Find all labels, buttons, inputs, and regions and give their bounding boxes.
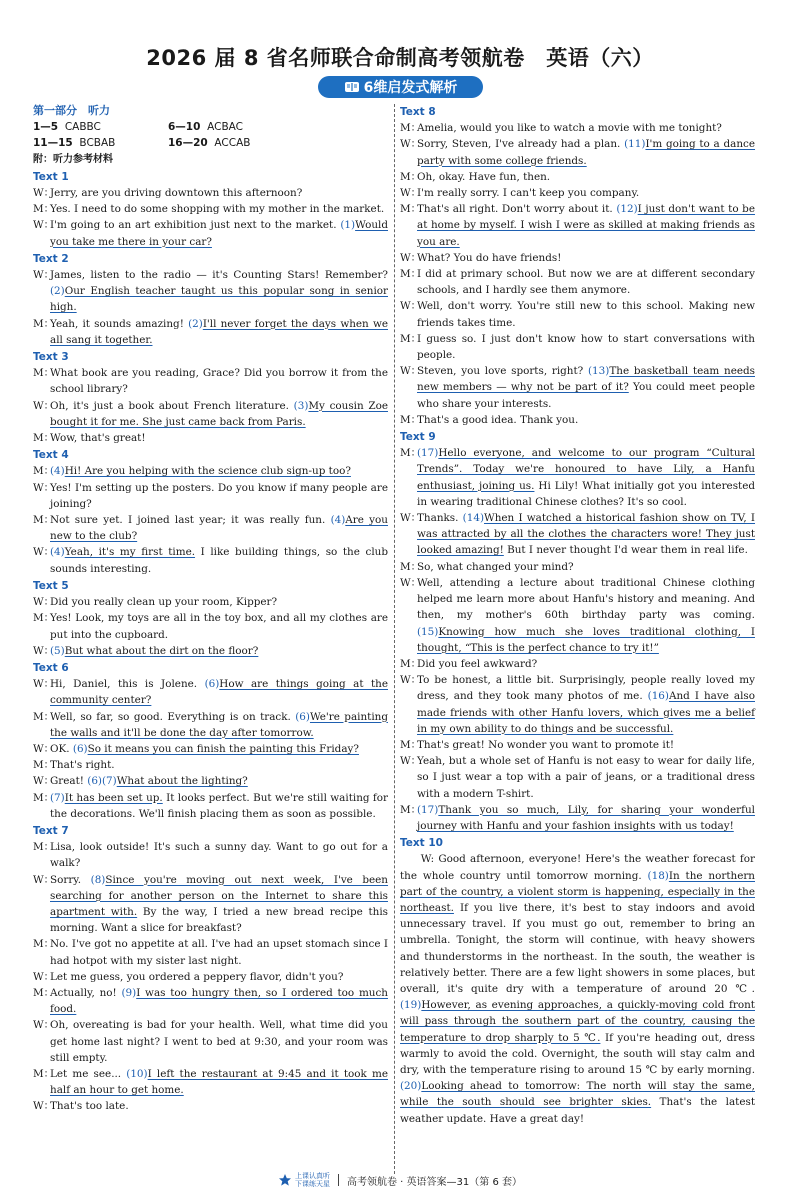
speaker: M： (33, 791, 55, 804)
utterance (417, 201, 755, 250)
dialogue-line (400, 185, 755, 201)
question-marker: (12) (616, 203, 638, 216)
dialogue-line (33, 463, 388, 479)
utterance (50, 1098, 388, 1114)
plain-text: I guess so. I just don't know how to start conversations with people. (417, 332, 755, 362)
material-heading: 附：听力参考材料 (33, 153, 113, 165)
dialogue-line (33, 985, 388, 1017)
plain-text: Great! (50, 775, 88, 788)
speaker: W： (33, 970, 55, 983)
utterance (50, 365, 388, 397)
dialogue-line (33, 217, 388, 249)
utterance (50, 201, 388, 217)
plain-text: Oh, okay. Have fun, then. (417, 170, 551, 183)
speaker: M： (33, 432, 55, 445)
right-column (400, 103, 755, 1127)
dialogue-line (400, 201, 755, 250)
dialogue-line (400, 363, 755, 412)
dialogue-line (33, 512, 388, 544)
speaker: W： (400, 512, 422, 525)
answer-evidence: In the northern part of the country, a violent storm is happening, especially in the northeast. (400, 869, 755, 914)
utterance (50, 217, 388, 249)
answer-evidence: What about the lighting? (116, 775, 248, 788)
plain-text: Well, don't worry. You're still new to this school. Making new friends takes time. (417, 300, 755, 329)
plain-text: Did you really clean up your room, Kipper? (50, 596, 278, 609)
answer-evidence: Our English teacher taught us this popular song in senior high. (50, 285, 388, 314)
answer-evidence: I'll never forget the days when we all sang it together. (50, 317, 388, 346)
dialogue-line (400, 753, 755, 802)
dialogue-line (33, 185, 388, 201)
plain-text: Sorry. (50, 873, 91, 886)
dialogue-line (33, 839, 388, 871)
answer-evidence: Yeah, it's my first time. (64, 546, 196, 559)
plain-text: So, what changed your mind? (417, 560, 574, 573)
text-label: Text 1 (33, 170, 69, 183)
utterance (50, 741, 388, 757)
utterance (417, 331, 755, 363)
dialogue-line (33, 643, 388, 659)
plain-text: I'm going to an art exhibition just next to the market. (50, 219, 341, 232)
utterance (417, 136, 755, 168)
utterance (50, 709, 388, 741)
plain-text: It looks perfect. But we're still waiting for the decorations. We'll finish placing them as soon as possible. (50, 791, 388, 820)
dialogue-line (33, 757, 388, 773)
speaker: W： (400, 138, 422, 151)
question-marker: (15) (417, 625, 439, 638)
utterance (417, 445, 755, 510)
utterance (50, 676, 388, 708)
speaker: W： (33, 187, 55, 200)
speaker: W： (400, 300, 422, 313)
dialogue-line (400, 672, 755, 737)
utterance (50, 544, 388, 576)
dialogue-line (400, 136, 755, 168)
speaker: W： (33, 644, 55, 657)
utterance (50, 480, 388, 512)
speaker: W： (400, 755, 422, 768)
plain-text: If you're heading out, dress warmly to avoid the cold. Overnight, the south will stay calm and dry, with the temperature rising to around 15 ℃ by early morning. (400, 1031, 755, 1076)
left-transcripts (33, 169, 388, 1115)
banner-label: 6维启发式解析 (363, 80, 458, 96)
plain-text: Not sure yet. I joined last year; it was really fun. (50, 514, 331, 527)
plain-text: You could meet people who share your interests. (417, 381, 755, 410)
answer-evidence: When I watched a historical fashion show on TV, I was attracted by all the clothes the characters wore! They just looked amazing! (417, 512, 756, 557)
logo-line-2: 下课练天星 (295, 1180, 330, 1188)
utterance (50, 267, 388, 316)
plain-text: James, listen to the radio — it's Counting Stars! Remember? (50, 269, 388, 282)
dialogue-line (400, 802, 755, 834)
question-marker: (6)(7) (87, 775, 117, 788)
dialogue-line (33, 610, 388, 642)
speaker: M： (33, 465, 55, 478)
plain-text: Actually, no! (50, 986, 122, 999)
dialogue-line (400, 510, 755, 559)
utterance (417, 412, 755, 428)
dialogue-line (400, 169, 755, 185)
plain-text: That's right. (50, 759, 115, 772)
dialogue-line (33, 544, 388, 576)
speaker: W： (33, 269, 55, 282)
dialogue-line (33, 267, 388, 316)
utterance (417, 656, 755, 672)
answer-evidence: I'm going to a dance party with some college friends. (417, 138, 756, 167)
utterance (417, 169, 755, 185)
answer-range: 1—5 (33, 121, 59, 134)
answer-keys: ACBAC (207, 121, 243, 134)
dialogue-line (400, 331, 755, 363)
question-marker: (2) (50, 285, 65, 298)
answer-evidence: I just don't want to be at home by myself. I wish I were as skilled at making friends as you are. (417, 203, 755, 248)
speaker: M： (400, 268, 422, 281)
answer-evidence: My cousin Zoe bought it for me. She just came back from Paris. (50, 399, 388, 428)
dialogue-line (33, 790, 388, 822)
speaker: W： (400, 251, 422, 264)
speaker: W： (33, 546, 55, 559)
speaker: W： (33, 481, 55, 494)
dialogue-line (33, 1066, 388, 1098)
dialogue-line (33, 741, 388, 757)
text-label: Text 10 (400, 837, 443, 850)
plain-text: Wow, that's great! (50, 432, 146, 445)
speaker: M： (400, 413, 422, 426)
utterance (50, 969, 388, 985)
text-label: Text 4 (33, 449, 69, 462)
plain-text: Let me see... (50, 1067, 127, 1080)
text-label: Text 2 (33, 252, 69, 265)
question-marker: (5) (50, 644, 65, 657)
speaker: W： (400, 674, 422, 687)
answer-keys: CABBC (64, 121, 101, 134)
question-marker: (19) (400, 999, 422, 1012)
dialogue-line (33, 969, 388, 985)
dialogue-line (33, 709, 388, 741)
answer-evidence: The basketball team needs new members — why not be part of it? (417, 365, 755, 394)
dialogue-line (400, 120, 755, 136)
dialogue-line (33, 594, 388, 610)
plain-text: Lisa, look outside! It's such a sunny day. Want to go out for a walk? (50, 841, 388, 870)
utterance (50, 643, 388, 659)
utterance (50, 594, 388, 610)
question-marker: (4) (50, 465, 65, 478)
plain-text: But I never thought I'd wear them in real life. (503, 544, 748, 557)
answer-range: 6—10 (168, 121, 201, 134)
utterance (417, 185, 755, 201)
utterance (50, 872, 388, 937)
dialogue-line (400, 250, 755, 266)
dialogue-line (33, 936, 388, 968)
plain-text: Oh, it's just a book about French literature. (50, 399, 294, 412)
question-marker: (4) (50, 546, 65, 559)
plain-text: What? You do have friends! (417, 251, 562, 264)
dialogue-line (33, 430, 388, 446)
utterance (50, 463, 388, 479)
answer-evidence: I left the restaurant at 9:45 and it took me half an hour to get home. (50, 1067, 388, 1097)
question-marker: (6) (72, 742, 88, 755)
plain-text: Yes. I need to do some shopping with my mother in the market. (50, 203, 385, 216)
utterance (50, 790, 388, 822)
footer-separator (338, 1174, 339, 1186)
text-label: Text 7 (33, 824, 69, 837)
question-marker: (2) (188, 317, 203, 330)
logo-line-1: 上课认真听 (295, 1172, 330, 1180)
plain-text: Hi Lily! What initially got you interested in wearing traditional Chinese clothes? It's so cool. (417, 479, 756, 508)
monologue-paragraph (400, 851, 755, 1126)
speaker: M： (33, 986, 55, 999)
plain-text: OK. (50, 742, 73, 755)
question-marker: (1) (340, 219, 356, 232)
question-marker: (10) (126, 1067, 148, 1080)
utterance (50, 512, 388, 544)
plain-text: That's a good idea. Thank you. (417, 413, 579, 426)
speaker: M： (33, 1067, 55, 1080)
utterance (417, 363, 755, 412)
question-marker: (9) (121, 986, 137, 999)
plain-text: I'm really sorry. I can't keep you company. (417, 187, 640, 200)
answer-evidence: I was too hungry then, so I ordered too much food. (50, 986, 388, 1016)
utterance (50, 316, 388, 348)
utterance (50, 610, 388, 642)
book-icon (344, 80, 360, 94)
speaker: M： (33, 710, 55, 723)
star-logo-icon (278, 1173, 292, 1187)
plain-text: By the way, I tried a new bread recipe this morning. Want a slice for breakfast? (50, 905, 388, 935)
dialogue-line (400, 559, 755, 575)
left-column (33, 103, 388, 1115)
utterance (50, 757, 388, 773)
plain-text: Yeah, but a whole set of Hanfu is not easy to wear for daily life, so I just wear a top with a pair of jeans, or a traditional dress with a modern T-shirt. (417, 755, 755, 800)
question-marker: (16) (647, 690, 669, 703)
answer-row (33, 119, 388, 135)
dialogue-line (33, 1098, 388, 1114)
answer-keys: ACCAB (214, 137, 251, 150)
answer-evidence: Hi! Are you helping with the science club sign-up too? (64, 465, 351, 478)
speaker: W： (33, 1019, 55, 1032)
plain-text: Steven, you love sports, right? (417, 365, 588, 378)
speaker: M： (33, 759, 55, 772)
plain-text: That's great! No wonder you want to promote it! (417, 738, 675, 751)
plain-text: What book are you reading, Grace? Did you borrow it from the school library? (50, 367, 388, 396)
speaker: W： (33, 596, 55, 609)
speaker: M： (33, 514, 55, 527)
utterance (417, 737, 755, 753)
answer-range: 11—15 (33, 137, 73, 150)
dialogue-line (400, 737, 755, 753)
speaker: M： (400, 203, 422, 216)
utterance (50, 773, 388, 789)
question-marker: (4) (330, 514, 346, 527)
answer-evidence: Are you new to the club? (50, 514, 388, 543)
utterance (50, 185, 388, 201)
question-marker: (13) (588, 365, 610, 378)
dialogue-line (33, 398, 388, 430)
answer-evidence: We're painting the walls and it'll be done the day after tomorrow. (50, 710, 388, 739)
utterance (417, 802, 755, 834)
plain-text: Oh, overeating is bad for your health. Well, what time did you get home last night? I went to bed at 9:30, and your room was still empty. (50, 1019, 388, 1064)
speaker: M： (400, 738, 422, 751)
utterance (417, 672, 755, 737)
utterance (417, 559, 755, 575)
plain-text: That's too late. (50, 1100, 129, 1113)
dialogue-line (33, 676, 388, 708)
plain-text: That's the latest weather update. Have a great day! (400, 1096, 755, 1125)
answer-evidence: Would you take me there in your car? (50, 219, 388, 248)
question-marker: (17) (417, 803, 439, 816)
plain-text: W: Good afternoon, everyone! Here's the weather forecast for the whole country until tomorrow morning. (400, 853, 755, 882)
dialogue-line (33, 872, 388, 937)
speaker: M： (33, 367, 55, 380)
speaker: W： (400, 365, 422, 378)
utterance (50, 430, 388, 446)
answer-row (33, 135, 388, 151)
utterance (50, 1017, 388, 1066)
text-label: Text 8 (400, 106, 436, 118)
answer-evidence: However, as evening approaches, a quickly-moving cold front will pass through the southern part of the country, causing the temperature to drop sharply to 5 ℃. (400, 999, 755, 1044)
text-label: Text 6 (33, 661, 69, 674)
plain-text: That's all right. Don't worry about it. (417, 203, 617, 216)
speaker: M： (400, 170, 422, 183)
question-marker: (8) (90, 873, 106, 886)
speaker: W： (33, 1100, 55, 1113)
plain-text: Jerry, are you driving downtown this afternoon? (50, 187, 303, 200)
answer-keys: BCBAB (79, 137, 116, 150)
plain-text: Yeah, it sounds amazing! (50, 317, 189, 330)
question-marker: (14) (462, 512, 485, 525)
question-marker: (7) (50, 791, 65, 804)
dialogue-line (33, 773, 388, 789)
utterance (417, 753, 755, 802)
answer-evidence: It has been set up. (64, 791, 163, 804)
plain-text: Sorry, Steven, I've already had a plan. (417, 138, 625, 151)
page-footer (0, 1172, 800, 1188)
utterance (50, 839, 388, 871)
publisher-logo (278, 1172, 330, 1188)
speaker: M： (400, 657, 422, 670)
speaker: M： (400, 122, 422, 135)
speaker: M： (400, 560, 422, 573)
answer-evidence: How are things going at the community center? (50, 678, 388, 707)
answer-evidence: And I have also made friends with other Hanfu lovers, which gives me a belief in my own ability to do things and be successful. (417, 690, 755, 735)
utterance (417, 250, 755, 266)
question-marker: (20) (400, 1080, 422, 1093)
speaker: W： (33, 775, 55, 788)
plain-text: Did you feel awkward? (417, 657, 538, 670)
answer-evidence: But what about the dirt on the floor? (64, 644, 259, 657)
speaker: M： (400, 803, 422, 816)
speaker: W： (400, 576, 422, 589)
dialogue-line (33, 365, 388, 397)
page-title: 2026 届 8 省名师联合命制高考领航卷 英语（六） (146, 46, 654, 70)
answer-evidence: Thank you so much, Lily, for sharing your wonderful journey with Hanfu and your fashion insights with us today! (417, 803, 755, 832)
speaker: M： (33, 612, 55, 625)
plain-text: Hi, Daniel, this is Jolene. (50, 678, 205, 691)
plain-text: Amelia, would you like to watch a movie with me tonight? (417, 122, 722, 135)
dialogue-line (400, 266, 755, 298)
speaker: W： (33, 678, 55, 691)
speaker: W： (33, 873, 55, 886)
section-heading: 第一部分 听力 (33, 104, 110, 117)
plain-text: Yes! I'm setting up the posters. Do you know if many people are joining? (50, 481, 388, 510)
dialogue-line (33, 201, 388, 217)
speaker: W： (33, 742, 55, 755)
dialogue-line (33, 480, 388, 512)
speaker: M： (33, 317, 55, 330)
utterance (417, 510, 755, 559)
plain-text: I did at primary school. But now we are at different secondary schools, and I hardly see them anymore. (417, 268, 755, 297)
speaker: M： (33, 841, 55, 854)
text-label: Text 9 (400, 431, 436, 444)
dialogue-line (400, 575, 755, 656)
text-label: Text 5 (33, 579, 69, 592)
question-marker: (11) (624, 138, 646, 151)
dialogue-line (33, 1017, 388, 1066)
dialogue-line (400, 298, 755, 330)
answer-evidence: Hello everyone, and welcome to our program “Cultural Trends”. Today we're honoured to have Lily, a Hanfu enthusiast, joining us. (417, 447, 755, 492)
question-marker: (6) (295, 710, 310, 723)
utterance (417, 266, 755, 298)
utterance (50, 985, 388, 1017)
utterance (417, 298, 755, 330)
speaker: M： (400, 332, 422, 345)
speaker: W： (400, 187, 422, 200)
answer-evidence: Looking ahead to tomorrow: The north will stay the same, while the south should see brighter skies. (400, 1080, 755, 1109)
question-marker: (3) (293, 399, 309, 412)
speaker: W： (33, 399, 55, 412)
utterance (50, 936, 388, 968)
speaker: M： (33, 203, 55, 216)
column-divider (394, 104, 395, 1174)
utterance (50, 398, 388, 430)
dialogue-line (400, 412, 755, 428)
right-transcripts (400, 104, 755, 1127)
analysis-banner (318, 76, 483, 98)
answer-evidence: So it means you can finish the painting this Friday? (87, 742, 359, 755)
answer-evidence: Since you're moving out next week, I've been searching for another person on the Internet to share this apartment with. (50, 873, 389, 918)
question-marker: (17) (417, 447, 439, 460)
plain-text: If you live there, it's best to stay indoors and avoid unnecessary travel. If you must go out, remember to bring an umbrella. Tonight, the storm will continue, with heavy showers and thunderstorms in the northeast. In the south, the weather is relatively better. There are a few light showers in some places, but overall, it's quite dry with a temperature of around 20 ℃. (400, 901, 755, 995)
plain-text: I like building things, so the club sounds interesting. (50, 546, 388, 575)
plain-text: Thanks. (417, 512, 463, 525)
speaker: W： (33, 219, 55, 232)
question-marker: (6) (204, 678, 220, 691)
speaker: M： (400, 447, 422, 460)
speaker: M： (33, 938, 55, 951)
plain-text: Yes! Look, my toys are all in the toy box, and all my clothes are put into the cupboard. (50, 612, 388, 641)
answer-evidence: Knowing how much she loves traditional clothing, I thought, “This is the perfect chance to try it!” (417, 625, 755, 654)
plain-text: No. I've got no appetite at all. I've had an upset stomach since I had hotpot with my sister last night. (50, 938, 388, 967)
question-marker: (18) (647, 869, 669, 882)
plain-text: Well, so far, so good. Everything is on track. (50, 710, 296, 723)
utterance (50, 1066, 388, 1098)
dialogue-line (400, 445, 755, 510)
answer-range: 16—20 (168, 137, 208, 150)
plain-text: Let me guess, you ordered a peppery flavor, didn't you? (50, 970, 344, 983)
plain-text: Well, attending a lecture about traditional Chinese clothing helped me learn more about Hanfu's history and meaning. And then, my mother's 60th birthday party was coming. (417, 576, 755, 622)
plain-text: To be honest, a little bit. Surprisingly, people really loved my dress, and they took many photos of me. (417, 674, 755, 703)
dialogue-line (33, 316, 388, 348)
footer-text: 高考领航卷 · 英语答案—31（第 6 套） (347, 1176, 522, 1188)
utterance (417, 120, 755, 136)
dialogue-line (400, 656, 755, 672)
text-label: Text 3 (33, 351, 69, 364)
utterance (417, 575, 755, 656)
